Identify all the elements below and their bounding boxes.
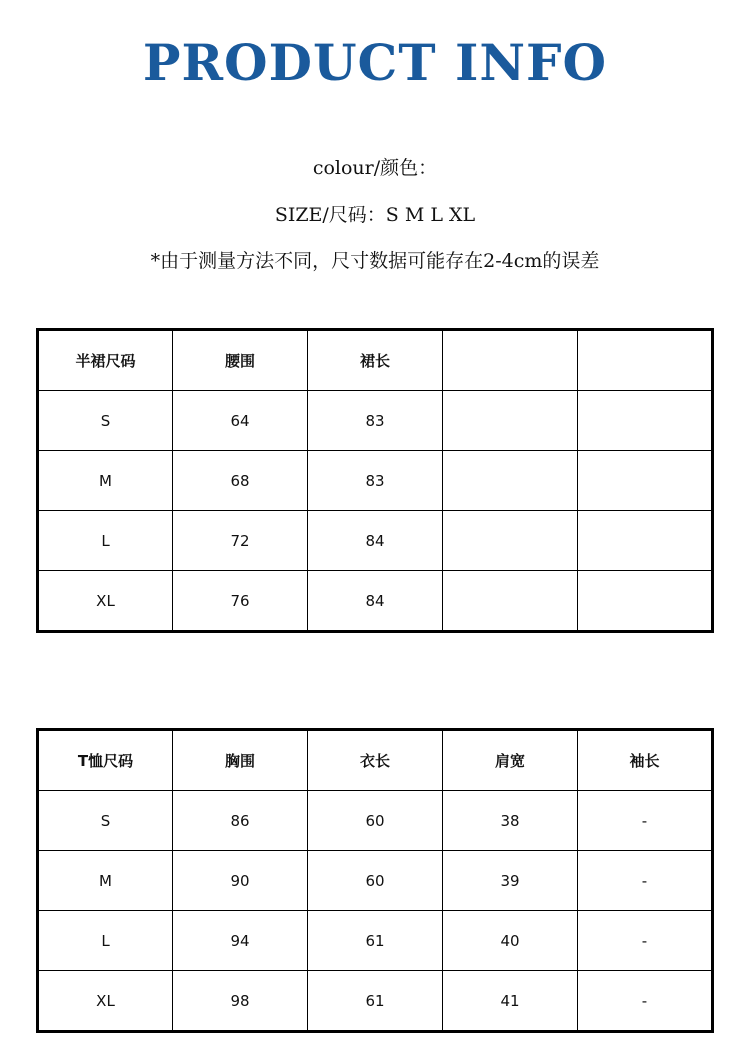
- table-cell: 76: [173, 571, 308, 632]
- table-cell: [443, 391, 578, 451]
- table-cell: [578, 571, 713, 632]
- measurement-note: *由于测量方法不同，尺寸数据可能存在2-4cm的误差: [150, 250, 600, 272]
- table-cell: 72: [173, 511, 308, 571]
- table-cell: 64: [173, 391, 308, 451]
- header-cell-waist: 腰围: [173, 330, 308, 391]
- table-row: [38, 851, 713, 911]
- table-cell: 61: [308, 971, 443, 1032]
- table-cell: -: [578, 851, 713, 911]
- table-cell: 38: [443, 791, 578, 851]
- table-cell: 68: [173, 451, 308, 511]
- table-cell: -: [578, 971, 713, 1032]
- colour-line: colour/颜色：: [312, 157, 438, 179]
- table-cell: XL: [38, 971, 173, 1032]
- header-cell-skirt-length: 裙长: [308, 330, 443, 391]
- table-cell: 83: [308, 391, 443, 451]
- table-row: [38, 791, 713, 851]
- table-cell: 84: [308, 511, 443, 571]
- header-cell-empty: [443, 330, 578, 391]
- table-cell: [578, 451, 713, 511]
- header-cell-size: T恤尺码: [38, 730, 173, 791]
- table-cell: L: [38, 911, 173, 971]
- table-cell: [443, 571, 578, 632]
- header-cell-length: 衣长: [308, 730, 443, 791]
- page-title: PRODUCT INFO: [142, 33, 608, 92]
- table-cell: M: [38, 451, 173, 511]
- table-cell: 61: [308, 911, 443, 971]
- header-cell-chest: 胸围: [173, 730, 308, 791]
- header-cell-empty: [578, 330, 713, 391]
- table-cell: [578, 511, 713, 571]
- table-cell: 86: [173, 791, 308, 851]
- table-row: [38, 911, 713, 971]
- header-cell-sleeve: 袖长: [578, 730, 713, 791]
- tshirt-size-table: [36, 728, 714, 1033]
- table-cell: 84: [308, 571, 443, 632]
- table-cell: S: [38, 791, 173, 851]
- header-cell-size: 半裙尺码: [38, 330, 173, 391]
- table-cell: 39: [443, 851, 578, 911]
- table-header-row: [38, 730, 713, 791]
- table-cell: -: [578, 911, 713, 971]
- table-cell: [443, 511, 578, 571]
- table-cell: L: [38, 511, 173, 571]
- table-cell: 41: [443, 971, 578, 1032]
- table-cell: 94: [173, 911, 308, 971]
- table-row: [38, 571, 713, 632]
- skirt-size-table: [36, 328, 714, 633]
- table-cell: 40: [443, 911, 578, 971]
- table-cell: -: [578, 791, 713, 851]
- table-cell: 90: [173, 851, 308, 911]
- table-cell: 83: [308, 451, 443, 511]
- table-row: [38, 971, 713, 1032]
- table-cell: XL: [38, 571, 173, 632]
- size-line: SIZE/尺码：S M L XL: [274, 204, 476, 226]
- table-cell: S: [38, 391, 173, 451]
- table-cell: M: [38, 851, 173, 911]
- table-row: [38, 391, 713, 451]
- table-row: [38, 451, 713, 511]
- table-header-row: [38, 330, 713, 391]
- table-cell: [443, 451, 578, 511]
- table-cell: 98: [173, 971, 308, 1032]
- table-cell: [578, 391, 713, 451]
- table-row: [38, 511, 713, 571]
- header-cell-shoulder: 肩宽: [443, 730, 578, 791]
- table-cell: 60: [308, 851, 443, 911]
- table-cell: 60: [308, 791, 443, 851]
